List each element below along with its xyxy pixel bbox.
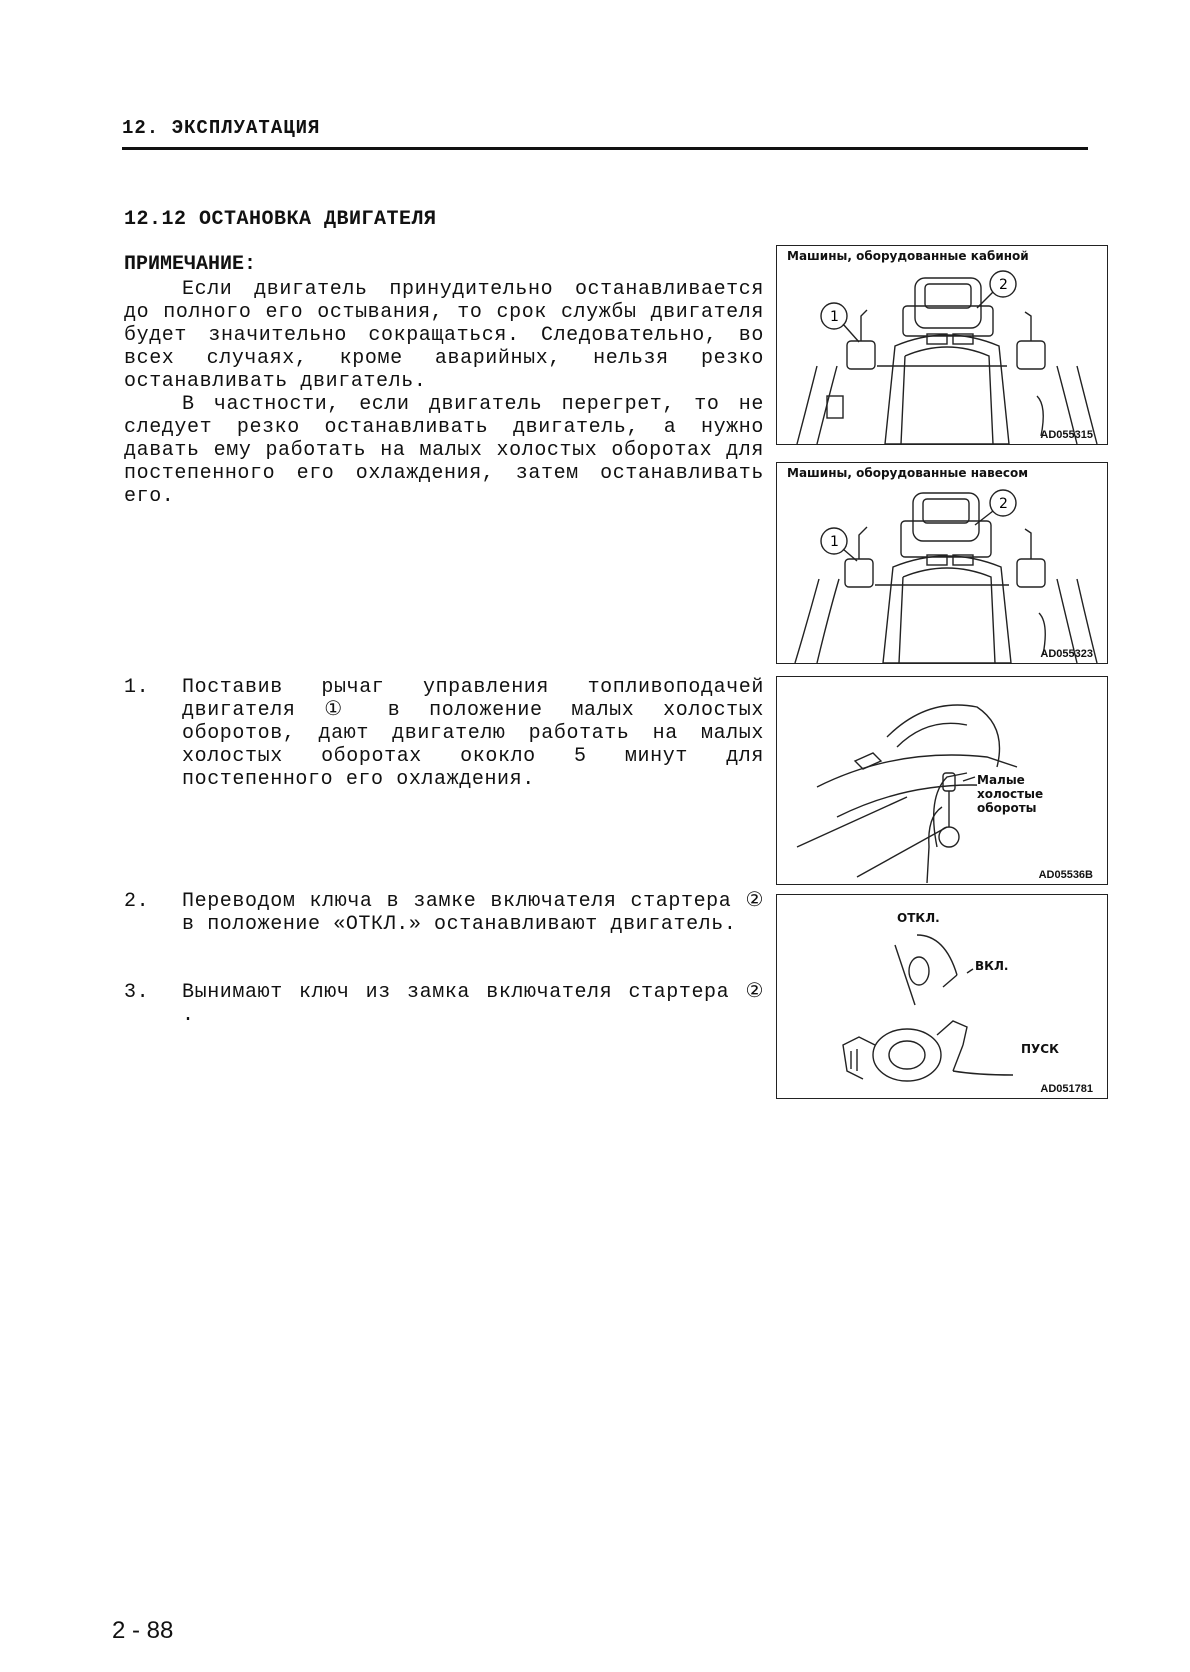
step-number: 2.: [124, 890, 150, 913]
figure-canopy: [776, 462, 1108, 664]
figure-ignition-key: [776, 894, 1108, 1099]
ignition-key-drawing: [777, 895, 1107, 1098]
figure-throttle-lever: [776, 676, 1108, 885]
step-text: Вынимают ключ из замка включателя стартера ② .: [182, 981, 764, 1027]
figure-cabin: [776, 245, 1108, 445]
key-on-label: ВКЛ.: [975, 959, 1009, 973]
callout-1: 1: [830, 534, 839, 550]
note-paragraph-2: В частности, если двигатель перегрет, то не следует резко останавливать двигатель, а нужно давать ему работать на малых холостых оборотах для постепенного его охлаждения, затем останавливать его.: [124, 393, 764, 508]
canopy-controls-drawing: [777, 463, 1107, 663]
step-1: [124, 676, 764, 791]
figure-caption: Машины, оборудованные кабиной: [787, 249, 1029, 263]
step-number: 1.: [124, 676, 150, 699]
callout-1: 1: [830, 309, 839, 325]
figure-code: AD055315: [1040, 429, 1093, 441]
figure-caption: Машины, оборудованные навесом: [787, 466, 1029, 480]
figure-code: AD05536B: [1038, 869, 1093, 881]
idle-label: Малые холостые обороты: [977, 773, 1095, 815]
step-3: [124, 981, 764, 1027]
chapter-header: 12. ЭКСПЛУАТАЦИЯ: [122, 117, 321, 139]
section-title: 12.12 ОСТАНОВКА ДВИГАТЕЛЯ: [124, 208, 437, 231]
callout-2: 2: [999, 277, 1008, 293]
note-text: [124, 278, 764, 508]
figure-code: AD055323: [1040, 648, 1093, 660]
callout-2: 2: [999, 496, 1008, 512]
figure-code: AD051781: [1040, 1083, 1093, 1095]
note-title: ПРИМЕЧАНИЕ:: [124, 253, 257, 276]
page-number: 2 - 88: [112, 1617, 174, 1644]
key-start-label: ПУСК: [1021, 1042, 1059, 1056]
key-off-label: ОТКЛ.: [897, 911, 940, 925]
step-text: Переводом ключа в замке включателя стартера ② в положение «ОТКЛ.» останавливают двигатель.: [182, 890, 764, 936]
cabin-controls-drawing: [777, 246, 1107, 444]
step-2: [124, 890, 764, 936]
step-text: Поставив рычаг управления топливоподачей двигателя ① в положение малых холостых оборотов, дают двигателю работать на малых холостых оборотах ококло 5 минут для постепенного его охлаждения.: [182, 676, 764, 791]
header-rule: [122, 147, 1088, 150]
note-paragraph-1: Если двигатель принудительно останавливается до полного его остывания, то срок службы двигателя будет значительно сокращаться. Следовательно, во всех случаях, кроме аварийных, нельзя резко останавливать двигатель.: [124, 278, 764, 393]
step-number: 3.: [124, 981, 150, 1004]
